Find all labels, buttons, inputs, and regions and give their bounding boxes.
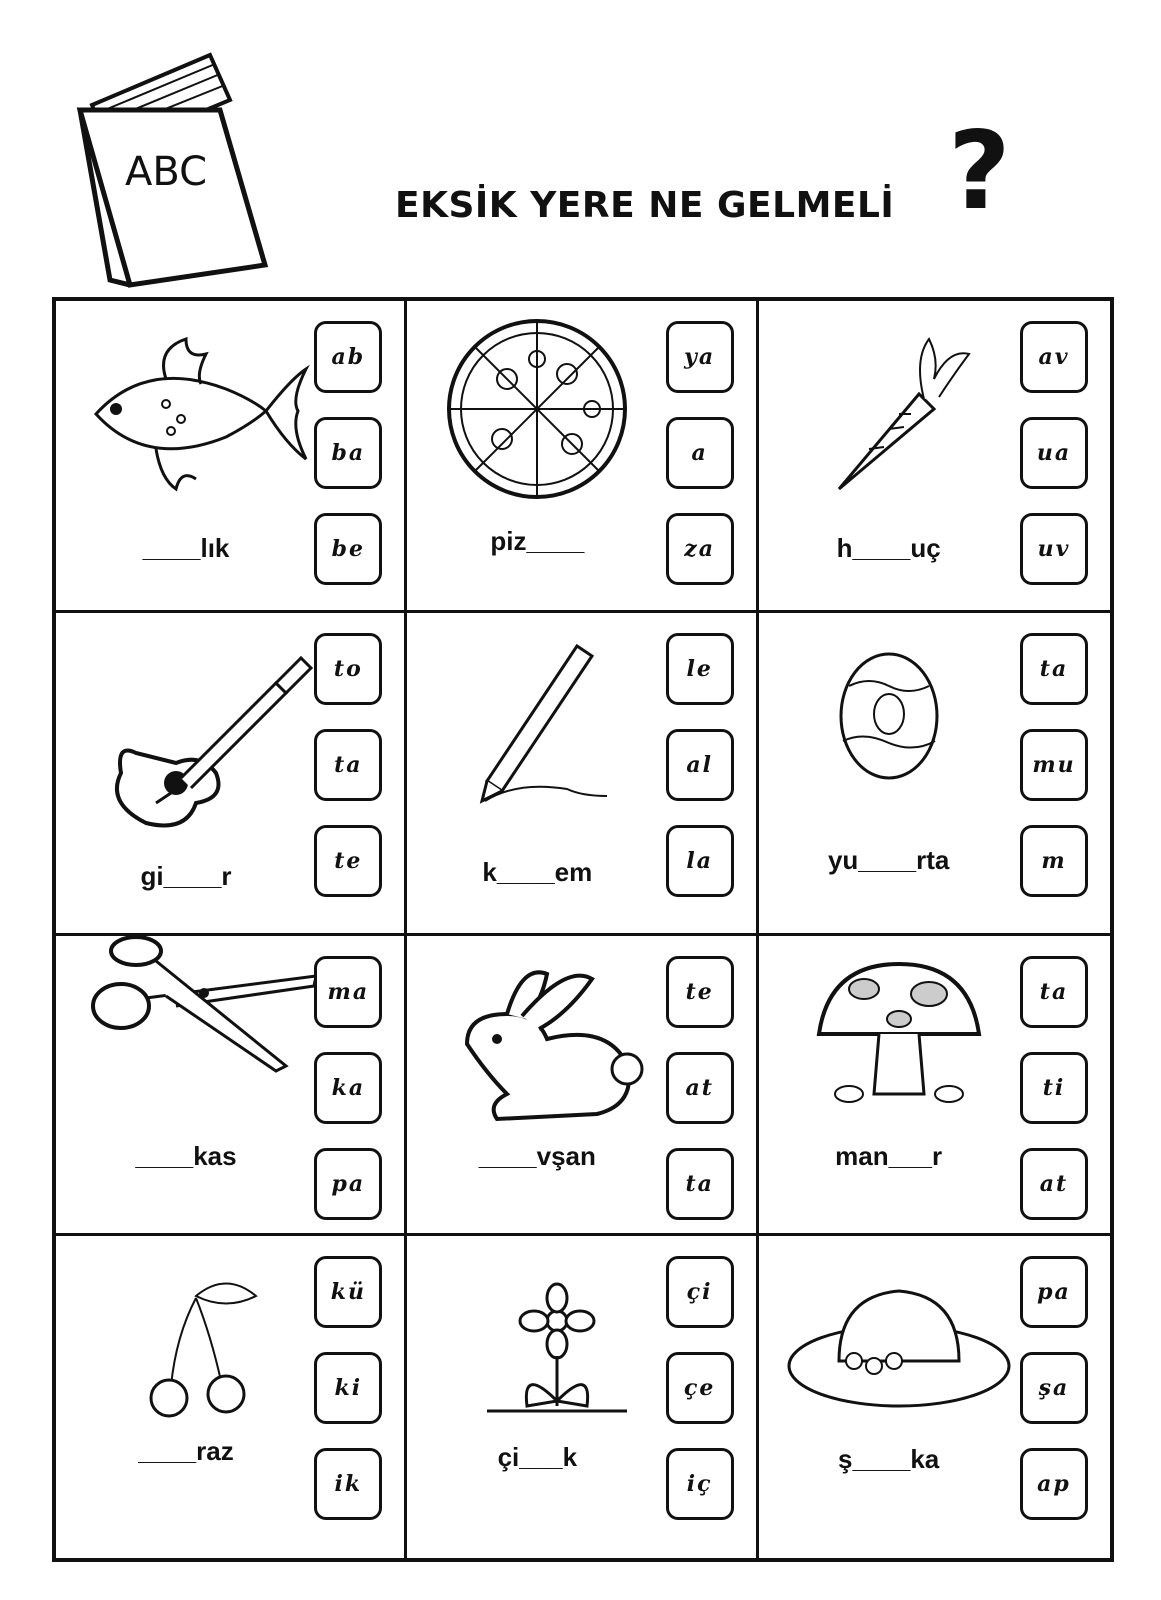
pencil-icon bbox=[427, 631, 667, 811]
word-with-blank: k____em bbox=[482, 857, 593, 887]
question-mark: ? bbox=[948, 109, 1011, 234]
syllable-option[interactable]: ta bbox=[666, 1148, 734, 1220]
syllable-option[interactable]: ya bbox=[666, 321, 734, 393]
exercise-cell-rabbit bbox=[407, 936, 758, 1236]
word-with-blank: man___r bbox=[835, 1141, 943, 1171]
syllable-option[interactable]: ap bbox=[1020, 1448, 1088, 1520]
word-with-blank: ş____ka bbox=[838, 1444, 940, 1474]
syllable-option[interactable]: ma bbox=[314, 956, 382, 1028]
syllable-option[interactable]: to bbox=[314, 633, 382, 705]
word-with-blank: piz____ bbox=[490, 526, 585, 556]
fish-icon bbox=[76, 319, 316, 499]
exercise-cell-pizza bbox=[407, 301, 758, 613]
syllable-option[interactable]: ta bbox=[1020, 633, 1088, 705]
syllable-option[interactable]: ti bbox=[1020, 1052, 1088, 1124]
exercise-cell-cherry bbox=[56, 1236, 407, 1558]
rabbit-icon bbox=[427, 954, 667, 1134]
syllable-option[interactable]: le bbox=[666, 633, 734, 705]
abc-book-icon bbox=[70, 50, 280, 295]
syllable-option[interactable]: za bbox=[666, 513, 734, 585]
syllable-option[interactable]: m bbox=[1020, 825, 1088, 897]
carrot-icon bbox=[779, 319, 1019, 499]
scissors-icon bbox=[86, 936, 326, 1116]
syllable-option[interactable]: çi bbox=[666, 1256, 734, 1328]
exercise-grid bbox=[52, 297, 1114, 1562]
syllable-option[interactable]: uv bbox=[1020, 513, 1088, 585]
page-title: EKSİK YERE NE GELMELİ bbox=[395, 185, 895, 226]
pizza-icon bbox=[427, 319, 667, 499]
exercise-cell-flower bbox=[407, 1236, 758, 1558]
word-with-blank: yu____rta bbox=[827, 845, 950, 875]
exercise-cell-carrot bbox=[759, 301, 1110, 613]
syllable-option[interactable]: a bbox=[666, 417, 734, 489]
exercise-cell-egg bbox=[759, 613, 1110, 936]
syllable-option[interactable]: at bbox=[666, 1052, 734, 1124]
exercise-cell-guitar bbox=[56, 613, 407, 936]
guitar-icon bbox=[76, 653, 316, 833]
syllable-option[interactable]: ki bbox=[314, 1352, 382, 1424]
word-with-blank: ____raz bbox=[138, 1436, 234, 1466]
word-with-blank: ____vşan bbox=[478, 1141, 596, 1171]
exercise-cell-pencil bbox=[407, 613, 758, 936]
exercise-cell-mushroom bbox=[759, 936, 1110, 1236]
word-with-blank: h____uç bbox=[836, 533, 941, 563]
hat-icon bbox=[779, 1266, 1019, 1446]
syllable-option[interactable]: ta bbox=[1020, 956, 1088, 1028]
syllable-option[interactable]: mu bbox=[1020, 729, 1088, 801]
syllable-option[interactable]: al bbox=[666, 729, 734, 801]
word-with-blank: ____kas bbox=[135, 1141, 237, 1171]
syllable-option[interactable]: ba bbox=[314, 417, 382, 489]
syllable-option[interactable]: ab bbox=[314, 321, 382, 393]
exercise-cell-fish bbox=[56, 301, 407, 613]
syllable-option[interactable]: iç bbox=[666, 1448, 734, 1520]
syllable-option[interactable]: ta bbox=[314, 729, 382, 801]
syllable-option[interactable]: kü bbox=[314, 1256, 382, 1328]
syllable-option[interactable]: pa bbox=[1020, 1256, 1088, 1328]
syllable-option[interactable]: be bbox=[314, 513, 382, 585]
syllable-option[interactable]: ik bbox=[314, 1448, 382, 1520]
syllable-option[interactable]: şa bbox=[1020, 1352, 1088, 1424]
mushroom-icon bbox=[779, 944, 1019, 1124]
syllable-option[interactable]: at bbox=[1020, 1148, 1088, 1220]
syllable-option[interactable]: te bbox=[666, 956, 734, 1028]
syllable-option[interactable]: çe bbox=[666, 1352, 734, 1424]
word-with-blank: çi___k bbox=[497, 1442, 578, 1472]
syllable-option[interactable]: av bbox=[1020, 321, 1088, 393]
exercise-cell-hat bbox=[759, 1236, 1110, 1558]
book-label: ABC bbox=[125, 149, 208, 195]
syllable-option[interactable]: la bbox=[666, 825, 734, 897]
exercise-cell-scissors bbox=[56, 936, 407, 1236]
word-with-blank: gi____r bbox=[140, 861, 232, 891]
word-with-blank: ____lık bbox=[142, 533, 230, 563]
flower-icon bbox=[427, 1266, 667, 1446]
egg-icon bbox=[779, 631, 1019, 811]
syllable-option[interactable]: ka bbox=[314, 1052, 382, 1124]
syllable-option[interactable]: pa bbox=[314, 1148, 382, 1220]
syllable-option[interactable]: ua bbox=[1020, 417, 1088, 489]
cherry-icon bbox=[76, 1276, 316, 1456]
syllable-option[interactable]: te bbox=[314, 825, 382, 897]
